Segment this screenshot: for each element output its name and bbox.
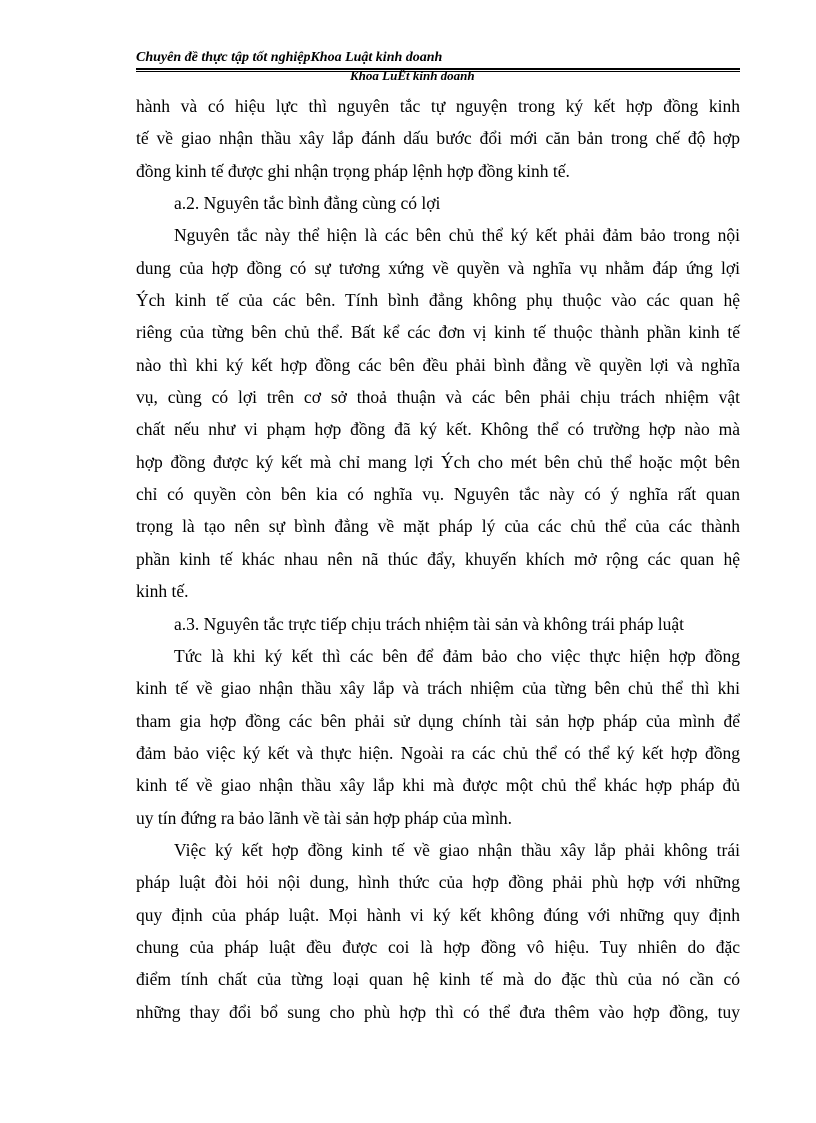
text-line: quy định của pháp luật. Mọi hành vi ký kết không đúng với những quy định	[136, 904, 740, 925]
text-line: Ých kinh tế của các bên. Tính bình đẳng không phụ thuộc vào các quan hệ	[136, 290, 740, 311]
text-line: những thay đổi bổ sung cho phù hợp thì có thể đưa thêm vào hợp đồng, tuy	[136, 1001, 740, 1022]
page-header	[136, 50, 740, 84]
text-line: chung của pháp luật đều được coi là hợp đồng vô hiệu. Tuy nhiên do đặc	[136, 936, 740, 957]
text-line: nào thì khi ký kết hợp đồng các bên đều phải bình đẳng về quyền lợi và nghĩa	[136, 354, 740, 375]
text-line: vụ, cùng có lợi trên cơ sở thoả thuận và các bên phải chịu trách nhiệm vật	[136, 387, 740, 408]
body-text	[136, 90, 740, 1028]
text-line: hợp đồng được ký kết mà chỉ mang lợi Ých cho mét bên chủ thể hoặc một bên	[136, 451, 740, 472]
text-line: phần kinh tế khác nhau nên nã thúc đẩy, khuyến khích mở rộng các quan hệ	[136, 548, 740, 569]
text-line: kinh tế về giao nhận thầu xây lắp và trách nhiệm của từng bên chủ thể thì khi	[136, 678, 740, 699]
text-line: hành và có hiệu lực thì nguyên tắc tự nguyện trong ký kết hợp đồng kinh	[136, 96, 740, 116]
text-line: kinh tế.	[136, 581, 189, 602]
section-heading: a.3. Nguyên tắc trực tiếp chịu trách nhiệm tài sản và không trái pháp luật	[174, 613, 685, 634]
text-line: kinh tế về giao nhận thầu xây lắp khi mà được một chủ thể khác hợp pháp đủ	[136, 775, 740, 796]
header-subtitle: Khoa LuËt kinh doanh	[350, 68, 475, 83]
text-line: pháp luật đòi hỏi nội dung, hình thức của hợp đồng phải phù hợp với những	[136, 872, 740, 893]
text-line: tham gia hợp đồng các bên phải sử dụng chính tài sản hợp pháp của mình để	[136, 710, 740, 731]
header-title: Chuyên đề thực tập tốt nghiệpKhoa Luật kinh doanh	[136, 50, 443, 65]
text-line: chỉ có quyền còn bên kia có nghĩa vụ. Nguyên tắc này có ý nghĩa rất quan	[136, 484, 740, 505]
text-line: điểm tính chất của từng loại quan hệ kinh tế mà do đặc thù của nó cần có	[136, 969, 740, 990]
text-line: uy tín đứng ra bảo lãnh về tài sản hợp pháp của mình.	[136, 807, 512, 828]
text-line: Việc ký kết hợp đồng kinh tế về giao nhận thầu xây lắp phải không trái	[174, 839, 740, 860]
section-heading: a.2. Nguyên tắc bình đẳng cùng có lợi	[174, 193, 441, 214]
text-line: đảm bảo việc ký kết và thực hiện. Ngoài ra các chủ thể có thể ký kết hợp đồng	[136, 742, 740, 763]
text-line: Tức là khi ký kết thì các bên để đảm bảo cho việc thực hiện hợp đồng	[174, 645, 740, 666]
text-line: đồng kinh tế được ghi nhận trọng pháp lệnh hợp đồng kinh tế.	[136, 160, 570, 181]
text-line: dung của hợp đồng có sự tương xứng về quyền và nghĩa vụ nhằm đáp ứng lợi	[136, 257, 740, 278]
text-line: trọng là tạo nên sự bình đẳng về mặt pháp lý của các chủ thể của các thành	[136, 516, 740, 537]
text-line: riêng của từng bên chủ thể. Bất kể các đơn vị kinh tế thuộc thành phần kinh tế	[136, 322, 740, 343]
text-line: tế về giao nhận thầu xây lắp đánh dấu bước đổi mới căn bản trong chế độ hợp	[136, 128, 740, 149]
text-line: chất nếu như vi phạm hợp đồng đã ký kết. Không thể có trường hợp nào mà	[136, 419, 740, 440]
text-line: Nguyên tắc này thể hiện là các bên chủ thể ký kết phải đảm bảo trong nội	[174, 225, 740, 246]
